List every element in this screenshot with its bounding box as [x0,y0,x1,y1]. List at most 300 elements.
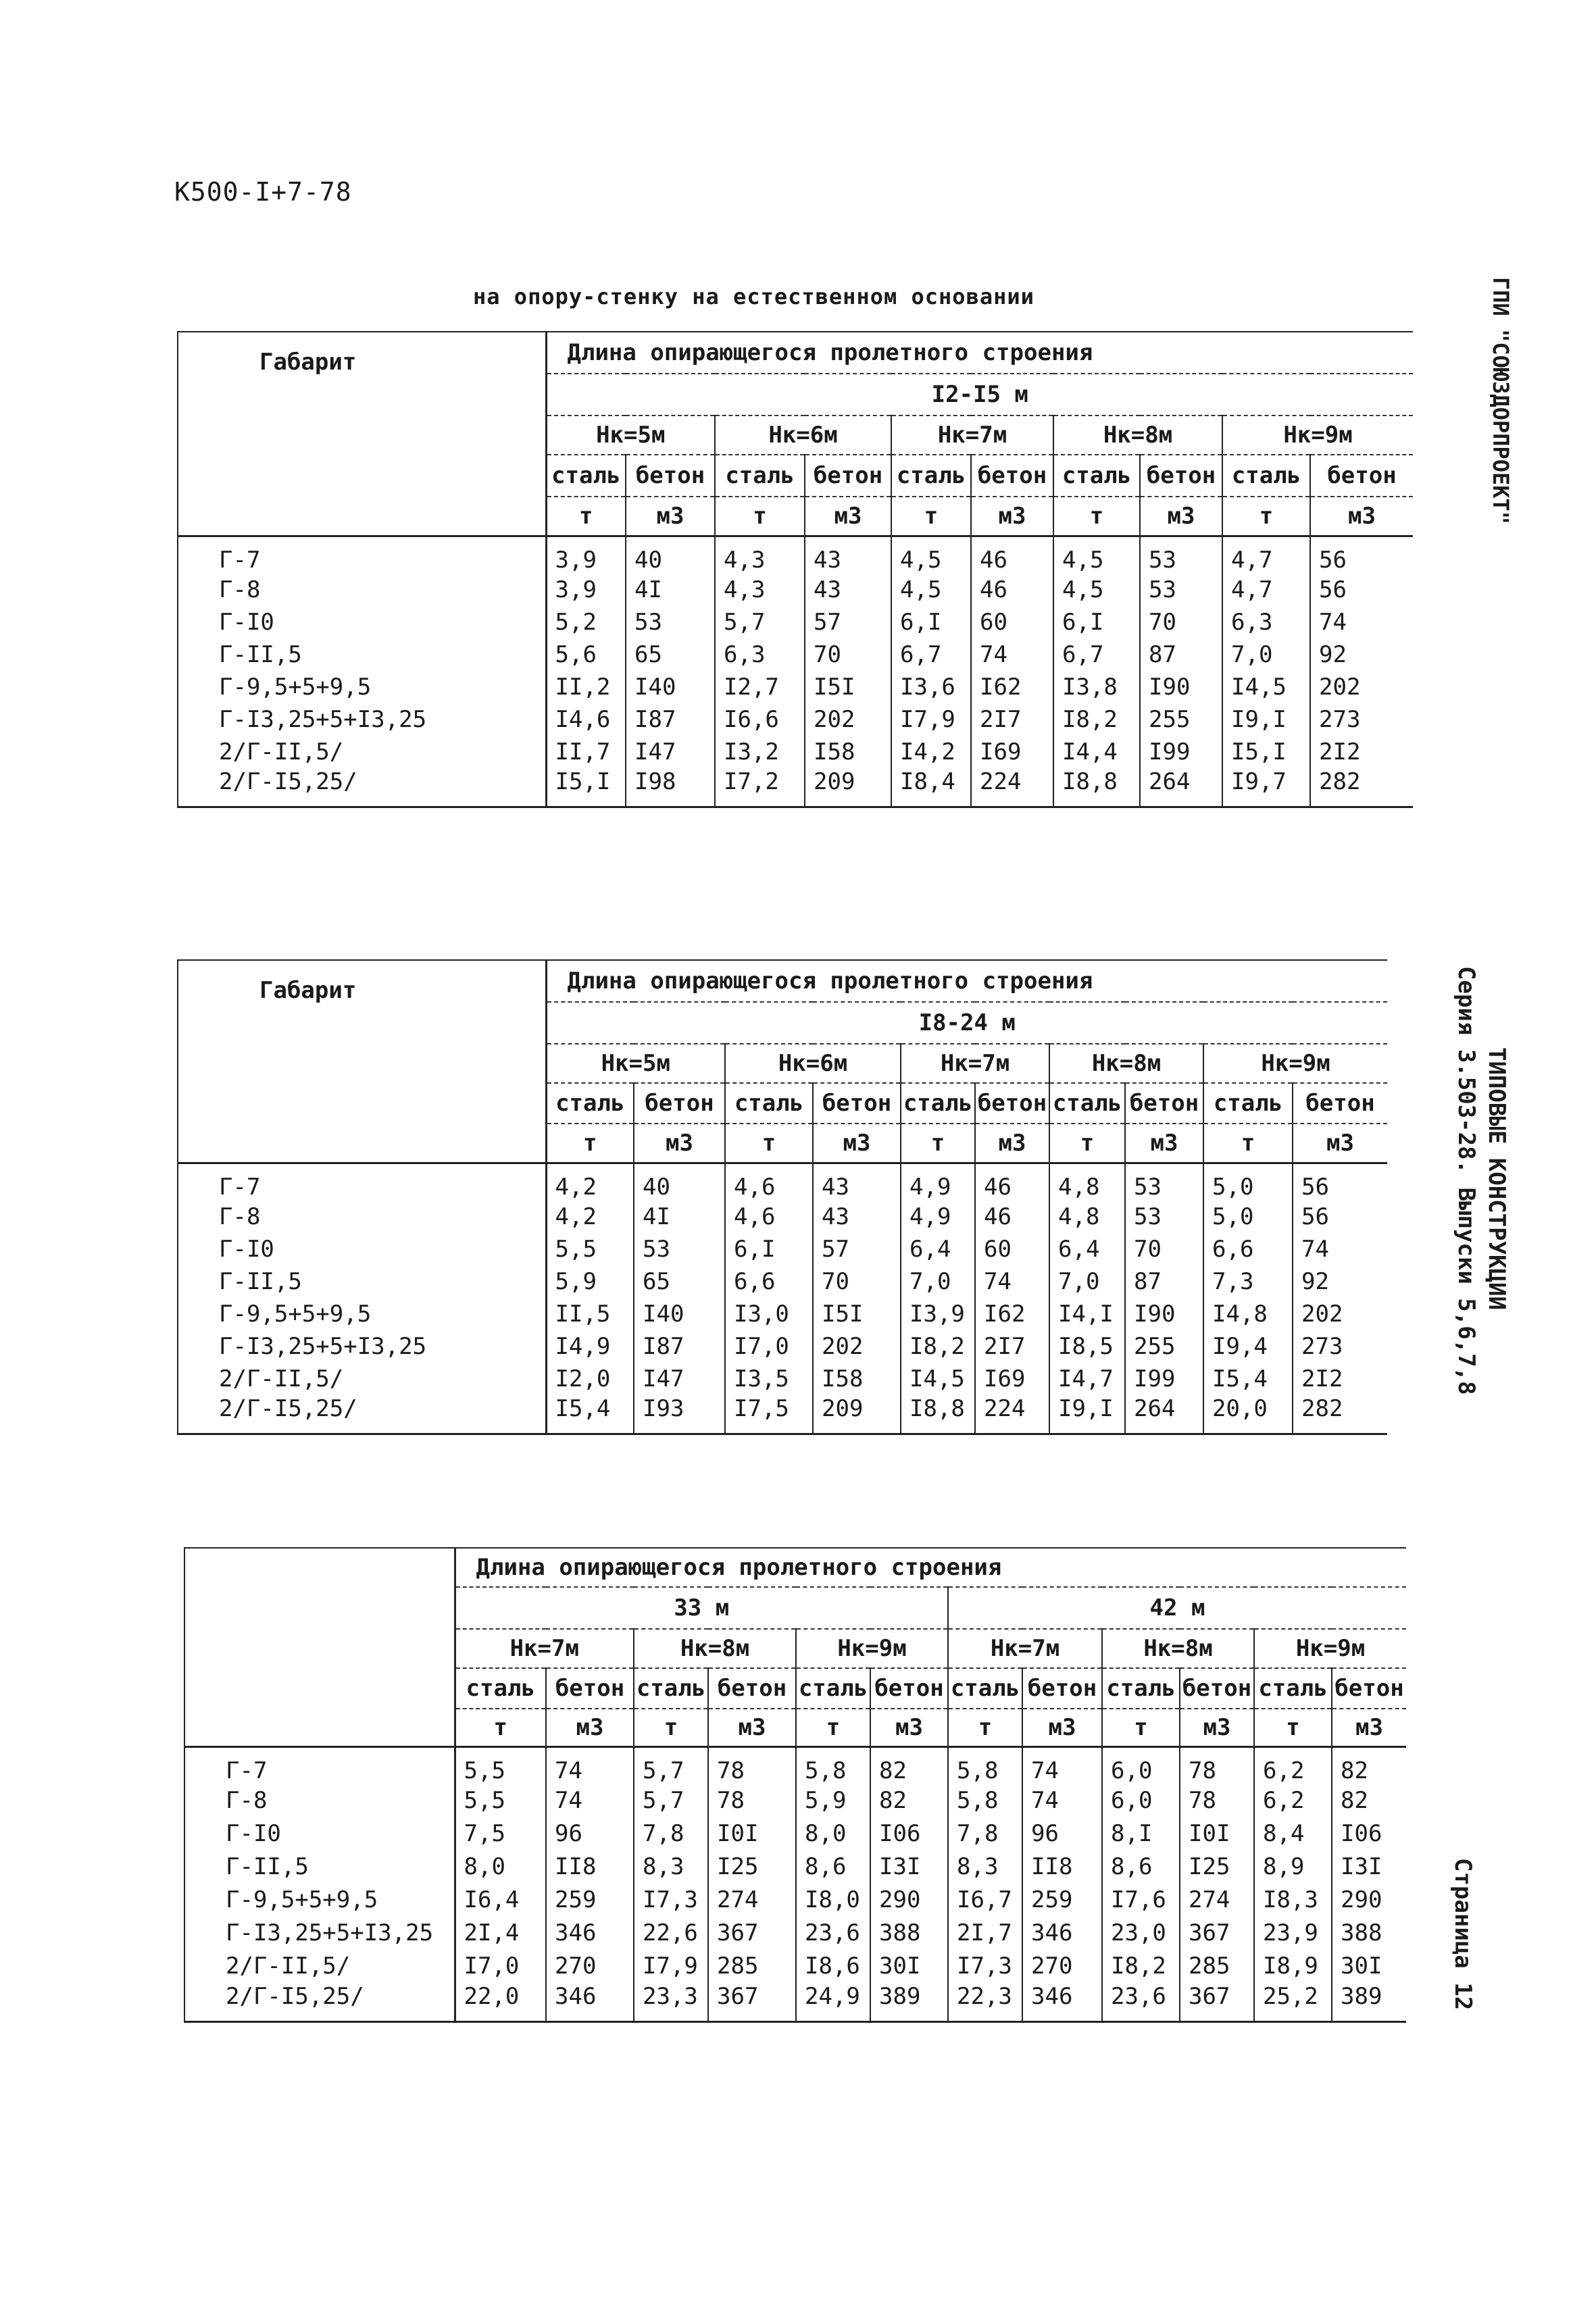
steel-value-cell: 6,4 [1049,1233,1125,1265]
column-header-gabarit [184,1548,455,1746]
concrete-value-cell: 4I [626,574,715,606]
steel-value-cell: 2I,7 [948,1917,1022,1950]
unit-header: м3 [546,1709,634,1746]
concrete-value-cell: 270 [1022,1950,1102,1983]
concrete-value-cell: 274 [708,1884,796,1917]
steel-value-cell: I7,3 [634,1884,708,1917]
unit-header: т [546,1124,634,1163]
table-row [178,671,1413,703]
side-page-number: Страница 12 [1449,1858,1476,2011]
concrete-value-cell: 57 [813,1233,901,1265]
concrete-value-cell: I06 [1332,1817,1406,1851]
steel-value-cell: 4,6 [725,1201,813,1233]
steel-value-cell: 6,2 [1254,1746,1332,1784]
concrete-value-cell: 65 [634,1265,725,1298]
table-row [178,768,1413,807]
concrete-value-cell: II8 [546,1851,634,1884]
concrete-value-cell: 82 [870,1746,948,1784]
gabarit-cell: 2/Г-I5,25/ [178,768,546,807]
concrete-value-cell: 43 [805,574,891,606]
steel-value-cell: II,2 [546,671,626,703]
concrete-value-cell: 56 [1293,1163,1387,1201]
span-length-value: 42 м [948,1587,1406,1629]
concrete-value-cell: 92 [1293,1265,1387,1298]
steel-value-cell: I4,8 [1203,1298,1293,1330]
table-row [178,536,1413,574]
material-header: бетон [813,1083,901,1124]
concrete-value-cell: 367 [1180,1917,1254,1950]
steel-value-cell: 5,6 [546,638,626,671]
steel-value-cell: 4,6 [725,1163,813,1201]
table-row [178,1330,1387,1363]
concrete-value-cell: 264 [1140,768,1222,807]
concrete-value-cell: 2I7 [971,703,1053,736]
steel-value-cell: 22,3 [948,1983,1022,2022]
concrete-value-cell: 346 [1022,1983,1102,2022]
volumes-table [184,1547,1406,2023]
steel-value-cell: 4,2 [546,1163,634,1201]
steel-value-cell: I4,5 [901,1363,975,1395]
unit-header: м3 [1310,497,1413,536]
concrete-value-cell: II8 [1022,1851,1102,1884]
concrete-value-cell: I62 [971,671,1053,703]
steel-value-cell: 6,7 [1053,638,1140,671]
steel-value-cell: I9,I [1222,703,1310,736]
table-row [178,1265,1387,1298]
steel-value-cell: 7,3 [1203,1265,1293,1298]
gabarit-cell: Г-7 [178,536,546,574]
unit-header: т [948,1709,1022,1746]
steel-value-cell: I8,2 [1102,1950,1180,1983]
concrete-value-cell: 259 [546,1884,634,1917]
unit-header: м3 [1293,1124,1387,1163]
height-header: Нк=7м [891,416,1053,455]
gabarit-cell: Г-I0 [178,606,546,638]
concrete-value-cell: 82 [1332,1784,1406,1817]
material-header: сталь [546,1083,634,1124]
steel-value-cell: I7,9 [634,1950,708,1983]
steel-value-cell: I8,8 [1053,768,1140,807]
steel-value-cell: 22,0 [455,1983,546,2022]
height-header: Нк=8м [634,1629,796,1668]
concrete-value-cell: 2I2 [1293,1363,1387,1395]
steel-value-cell: I6,7 [948,1884,1022,1917]
steel-value-cell: 5,5 [455,1784,546,1817]
material-header: сталь [948,1668,1022,1709]
steel-value-cell: I5,I [1222,736,1310,768]
gabarit-cell: 2/Г-I5,25/ [184,1983,455,2022]
material-header: бетон [634,1083,725,1124]
steel-value-cell: 23,3 [634,1983,708,2022]
steel-value-cell: 22,6 [634,1917,708,1950]
steel-value-cell: 5,5 [455,1746,546,1784]
concrete-value-cell: 70 [805,638,891,671]
concrete-value-cell: I93 [634,1395,725,1434]
concrete-value-cell: 78 [708,1784,796,1817]
steel-value-cell: I3,8 [1053,671,1140,703]
concrete-value-cell: I98 [626,768,715,807]
material-header: сталь [901,1083,975,1124]
gabarit-cell: Г-I3,25+5+I3,25 [184,1917,455,1950]
steel-value-cell: 4,5 [1053,574,1140,606]
steel-value-cell: I7,6 [1102,1884,1180,1917]
concrete-value-cell: 255 [1140,703,1222,736]
steel-value-cell: I3,6 [891,671,971,703]
concrete-value-cell: 46 [975,1201,1049,1233]
concrete-value-cell: 74 [1022,1746,1102,1784]
span-length-value: 33 м [455,1587,948,1629]
concrete-value-cell: I40 [626,671,715,703]
concrete-value-cell: 282 [1293,1395,1387,1434]
unit-header: м3 [805,497,891,536]
unit-header: т [796,1709,870,1746]
steel-value-cell: I8,2 [901,1330,975,1363]
unit-header: м3 [708,1709,796,1746]
steel-value-cell: I4,I [1049,1298,1125,1330]
steel-value-cell: 4,8 [1049,1201,1125,1233]
table-row [178,736,1413,768]
column-header-gabarit: Габарит [178,332,546,536]
concrete-value-cell: I62 [975,1298,1049,1330]
material-header: бетон [870,1668,948,1709]
concrete-value-cell: 53 [634,1233,725,1265]
concrete-value-cell: 43 [805,536,891,574]
gabarit-cell: Г-8 [178,1201,546,1233]
material-header: бетон [1140,455,1222,497]
table-row [178,638,1413,671]
unit-header: т [1053,497,1140,536]
concrete-value-cell: 202 [1293,1298,1387,1330]
material-header: сталь [455,1668,546,1709]
column-header-gabarit: Габарит [178,960,546,1163]
steel-value-cell: 8,6 [1102,1851,1180,1884]
concrete-value-cell: I58 [805,736,891,768]
concrete-value-cell: 209 [805,768,891,807]
steel-value-cell: I8,9 [1254,1950,1332,1983]
unit-header: т [546,497,626,536]
concrete-value-cell: 202 [1310,671,1413,703]
steel-value-cell: I2,7 [715,671,805,703]
concrete-value-cell: I99 [1125,1363,1203,1395]
concrete-value-cell: 4I [634,1201,725,1233]
material-header: бетон [1293,1083,1387,1124]
gabarit-cell: 2/Г-II,5/ [178,1363,546,1395]
material-header: бетон [626,455,715,497]
concrete-value-cell: 224 [971,768,1053,807]
steel-value-cell: I8,2 [1053,703,1140,736]
steel-value-cell: 23,6 [1102,1983,1180,2022]
steel-value-cell: 23,0 [1102,1917,1180,1950]
unit-header: т [725,1124,813,1163]
material-header: бетон [971,455,1053,497]
concrete-value-cell: 65 [626,638,715,671]
steel-value-cell: I7,9 [891,703,971,736]
material-header: сталь [634,1668,708,1709]
steel-value-cell: I6,6 [715,703,805,736]
steel-value-cell: 6,I [725,1233,813,1265]
steel-value-cell: I2,0 [546,1363,634,1395]
steel-value-cell: 4,3 [715,536,805,574]
table-row [178,1163,1387,1201]
material-header: сталь [1222,455,1310,497]
unit-header: т [1254,1709,1332,1746]
concrete-value-cell: 70 [1125,1233,1203,1265]
document-code: К500-I+7-78 [174,177,352,207]
material-header: сталь [725,1083,813,1124]
concrete-value-cell: 30I [1332,1950,1406,1983]
side-title: ТИПОВЫЕ КОНСТРУКЦИИ [1483,1047,1510,1310]
concrete-value-cell: 270 [546,1950,634,1983]
unit-header: м3 [1125,1124,1203,1163]
steel-value-cell: 5,7 [715,606,805,638]
material-header: сталь [1102,1668,1180,1709]
steel-value-cell: I7,3 [948,1950,1022,1983]
concrete-value-cell: I25 [708,1851,796,1884]
material-header: бетон [805,455,891,497]
volumes-table [177,331,1413,808]
concrete-value-cell: I40 [634,1298,725,1330]
steel-value-cell: 24,9 [796,1983,870,2022]
table-row [184,1817,1406,1851]
material-header: сталь [891,455,971,497]
steel-value-cell: I9,I [1049,1395,1125,1434]
concrete-value-cell: I3I [1332,1851,1406,1884]
unit-header: т [634,1709,708,1746]
steel-value-cell: I3,9 [901,1298,975,1330]
steel-value-cell: 5,8 [948,1746,1022,1784]
steel-value-cell: I4,9 [546,1330,634,1363]
concrete-value-cell: 202 [813,1330,901,1363]
table-row [184,1950,1406,1983]
steel-value-cell: I6,4 [455,1884,546,1917]
concrete-value-cell: 74 [971,638,1053,671]
steel-value-cell: 8,0 [455,1851,546,1884]
steel-value-cell: I8,4 [891,768,971,807]
table-row [184,1917,1406,1950]
unit-header: т [455,1709,546,1746]
steel-value-cell: 3,9 [546,536,626,574]
height-header: Нк=7м [455,1629,634,1668]
steel-value-cell: I5,4 [1203,1363,1293,1395]
concrete-value-cell: 46 [971,574,1053,606]
material-header: сталь [546,455,626,497]
steel-value-cell: I3,0 [725,1298,813,1330]
steel-value-cell: I9,7 [1222,768,1310,807]
height-header: Нк=8м [1102,1629,1254,1668]
table-caption: на опору-стенку на естественном основании [473,284,1034,309]
concrete-value-cell: 46 [971,536,1053,574]
concrete-value-cell: 290 [870,1884,948,1917]
concrete-value-cell: 367 [708,1917,796,1950]
gabarit-cell: Г-9,5+5+9,5 [184,1884,455,1917]
steel-value-cell: 7,0 [1049,1265,1125,1298]
concrete-value-cell: 346 [546,1917,634,1950]
concrete-value-cell: 209 [813,1395,901,1434]
gabarit-cell: Г-I0 [184,1817,455,1851]
concrete-value-cell: 43 [813,1163,901,1201]
concrete-value-cell: 74 [1022,1784,1102,1817]
steel-value-cell: 23,9 [1254,1917,1332,1950]
height-header: Нк=9м [1222,416,1413,455]
steel-value-cell: I7,5 [725,1395,813,1434]
steel-value-cell: II,7 [546,736,626,768]
steel-value-cell: 8,9 [1254,1851,1332,1884]
span-length-value: I2-I5 м [546,374,1413,416]
height-header: Нк=9м [1254,1629,1406,1668]
concrete-value-cell: 389 [870,1983,948,2022]
gabarit-cell: Г-8 [178,574,546,606]
unit-header: м3 [813,1124,901,1163]
steel-value-cell: 8,I [1102,1817,1180,1851]
concrete-value-cell: 82 [870,1784,948,1817]
side-org-label: ГПИ "СОЮЗДОРПРОЕКТ" [1488,277,1514,525]
steel-value-cell: 4,5 [1053,536,1140,574]
steel-value-cell: 23,6 [796,1917,870,1950]
steel-value-cell: I4,5 [1222,671,1310,703]
unit-header: т [1222,497,1310,536]
concrete-value-cell: 40 [626,536,715,574]
material-header: сталь [1203,1083,1293,1124]
concrete-value-cell: 53 [1125,1201,1203,1233]
height-header: Нк=6м [715,416,891,455]
concrete-value-cell: 96 [546,1817,634,1851]
material-header: бетон [1180,1668,1254,1709]
steel-value-cell: 5,2 [546,606,626,638]
steel-value-cell: 2I,4 [455,1917,546,1950]
unit-header: т [891,497,971,536]
concrete-value-cell: 264 [1125,1395,1203,1434]
steel-value-cell: 8,3 [948,1851,1022,1884]
steel-value-cell: 4,9 [901,1163,975,1201]
material-header: бетон [1022,1668,1102,1709]
table-row [184,1784,1406,1817]
concrete-value-cell: I0I [708,1817,796,1851]
steel-value-cell: II,5 [546,1298,634,1330]
steel-value-cell: 7,8 [948,1817,1022,1851]
concrete-value-cell: 290 [1332,1884,1406,1917]
unit-header: м3 [634,1124,725,1163]
concrete-value-cell: 388 [870,1917,948,1950]
steel-value-cell: 4,7 [1222,536,1310,574]
concrete-value-cell: 273 [1310,703,1413,736]
span-length-title: Длина опирающегося пролетного строения [546,332,1413,374]
concrete-value-cell: 74 [1310,606,1413,638]
steel-value-cell: 6,3 [1222,606,1310,638]
unit-header: м3 [975,1124,1049,1163]
concrete-value-cell: 255 [1125,1330,1203,1363]
height-header: Нк=5м [546,416,715,455]
steel-value-cell: 7,0 [1222,638,1310,671]
steel-value-cell: I4,6 [546,703,626,736]
height-header: Нк=8м [1049,1044,1203,1083]
concrete-value-cell: 46 [975,1163,1049,1201]
steel-value-cell: 3,9 [546,574,626,606]
gabarit-cell: 2/Г-II,5/ [184,1950,455,1983]
steel-value-cell: I5,4 [546,1395,634,1434]
concrete-value-cell: 70 [1140,606,1222,638]
material-header: сталь [1053,455,1140,497]
concrete-value-cell: 53 [1140,536,1222,574]
table-row [184,1884,1406,1917]
steel-value-cell: 8,3 [634,1851,708,1884]
steel-value-cell: 20,0 [1203,1395,1293,1434]
steel-value-cell: I9,4 [1203,1330,1293,1363]
concrete-value-cell: 346 [1022,1917,1102,1950]
height-header: Нк=7м [901,1044,1049,1083]
table-row [178,1233,1387,1265]
unit-header: м3 [971,497,1053,536]
steel-value-cell: 8,4 [1254,1817,1332,1851]
volumes-table [177,959,1387,1435]
steel-value-cell: 5,9 [546,1265,634,1298]
unit-header: м3 [1022,1709,1102,1746]
span-length-value: I8-24 м [546,1002,1387,1044]
concrete-value-cell: 78 [1180,1784,1254,1817]
concrete-value-cell: I0I [1180,1817,1254,1851]
steel-value-cell: 6,6 [1203,1233,1293,1265]
concrete-value-cell: 53 [626,606,715,638]
steel-value-cell: 4,5 [891,536,971,574]
side-series: Серия 3.503-28. Выпуски 5,6,7,8 [1453,966,1480,1395]
gabarit-cell: Г-7 [184,1746,455,1784]
steel-value-cell: 5,7 [634,1746,708,1784]
material-header: бетон [546,1668,634,1709]
steel-value-cell: I7,0 [455,1950,546,1983]
steel-value-cell: 6,0 [1102,1784,1180,1817]
concrete-value-cell: 56 [1310,574,1413,606]
material-header: бетон [708,1668,796,1709]
steel-value-cell: I8,6 [796,1950,870,1983]
concrete-value-cell: I69 [971,736,1053,768]
material-header: бетон [1125,1083,1203,1124]
steel-value-cell: I7,0 [725,1330,813,1363]
concrete-value-cell: I06 [870,1817,948,1851]
steel-value-cell: 7,5 [455,1817,546,1851]
concrete-value-cell: 74 [975,1265,1049,1298]
concrete-value-cell: 53 [1140,574,1222,606]
concrete-value-cell: 389 [1332,1983,1406,2022]
steel-value-cell: 4,8 [1049,1163,1125,1201]
material-header: бетон [1310,455,1413,497]
unit-header: т [901,1124,975,1163]
steel-value-cell: 4,5 [891,574,971,606]
steel-value-cell: 5,9 [796,1784,870,1817]
concrete-value-cell: 388 [1332,1917,1406,1950]
material-header: сталь [796,1668,870,1709]
unit-header: м3 [870,1709,948,1746]
steel-value-cell: 5,8 [796,1746,870,1784]
concrete-value-cell: 30I [870,1950,948,1983]
steel-value-cell: 6,I [1053,606,1140,638]
steel-value-cell: 5,7 [634,1784,708,1817]
concrete-value-cell: 87 [1140,638,1222,671]
concrete-value-cell: 40 [634,1163,725,1201]
concrete-value-cell: I5I [813,1298,901,1330]
gabarit-cell: Г-II,5 [178,638,546,671]
steel-value-cell: 6,0 [1102,1746,1180,1784]
concrete-value-cell: 2I7 [975,1330,1049,1363]
concrete-value-cell: 74 [546,1784,634,1817]
concrete-value-cell: 56 [1293,1201,1387,1233]
steel-value-cell: 6,I [891,606,971,638]
concrete-value-cell: 92 [1310,638,1413,671]
concrete-value-cell: 96 [1022,1817,1102,1851]
concrete-value-cell: I58 [813,1363,901,1395]
height-header: Нк=7м [948,1629,1102,1668]
gabarit-cell: Г-II,5 [178,1265,546,1298]
table-row [184,1851,1406,1884]
unit-header: м3 [1140,497,1222,536]
